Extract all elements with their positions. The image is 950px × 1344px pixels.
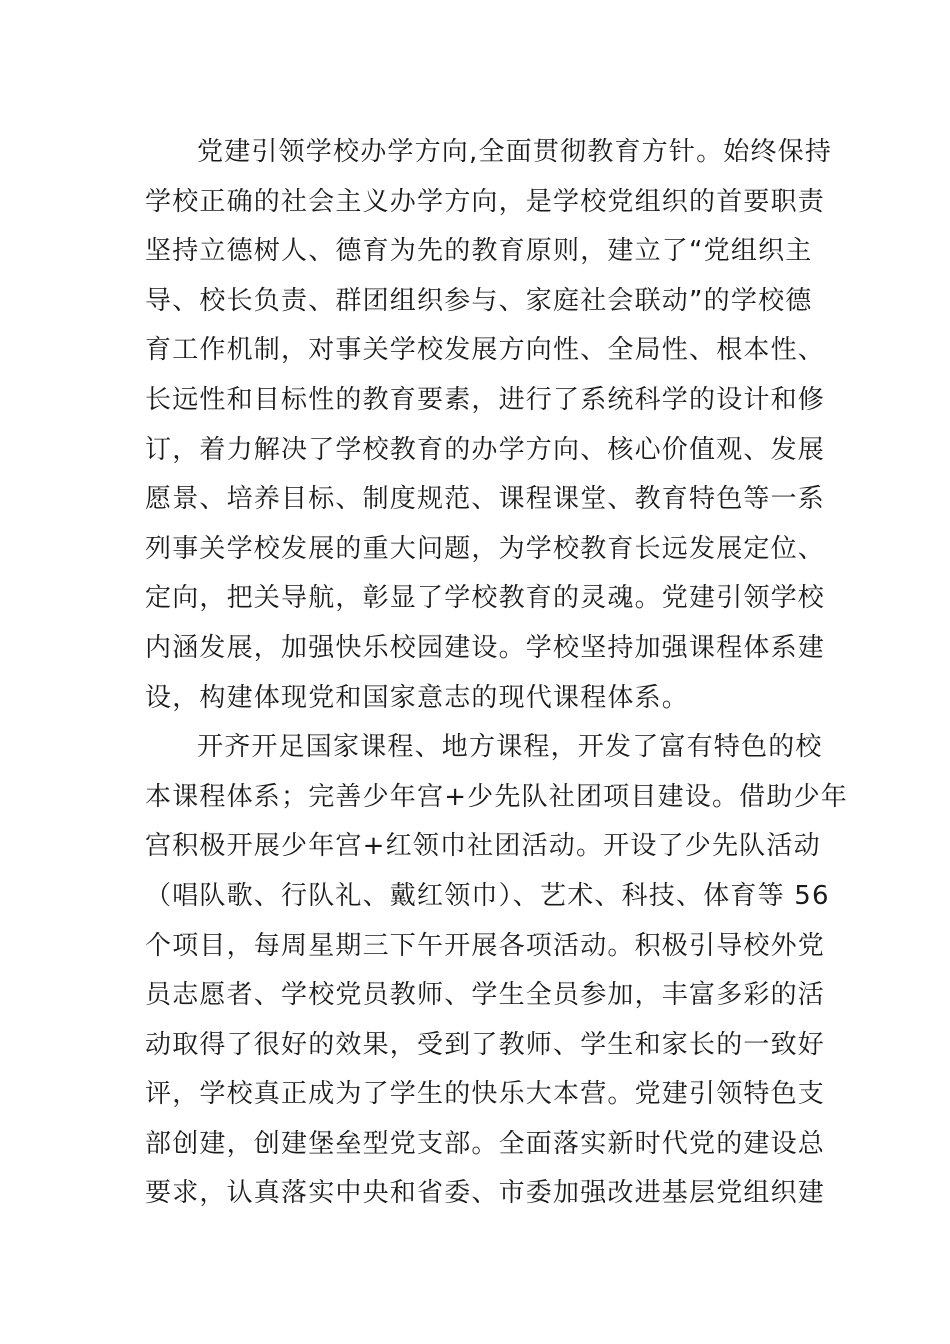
paragraph-line: 宫积极开展少年宫+红领巾社团活动。开设了少先队活动 [145,831,821,862]
paragraph-line: 导、校长负责、群团组织参与、家庭社会联动”的学校德 [145,285,813,316]
paragraph-line: 愿景、培养目标、制度规范、课程课堂、教育特色等一系 [145,484,826,515]
paragraph-line: 设，构建体现党和国家意志的现代课程体系。 [145,682,690,713]
paragraph-line: 部创建，创建堡垒型党支部。全面落实新时代党的建设总 [145,1128,826,1159]
paragraph-line: 定向，把关导航，彰显了学校教育的灵魂。党建引领学校 [145,583,826,614]
paragraph-line: 评，学校真正成为了学生的快乐大本营。党建引领特色支 [145,1079,826,1110]
paragraph-1 [145,128,833,723]
paragraph-line: 学校正确的社会主义办学方向，是学校党组织的首要职责 [145,186,826,217]
paragraph-line: （唱队歌、行队礼、戴红领巾）、艺术、科技、体育等 56 [145,880,830,911]
paragraph-line: 育工作机制，对事关学校发展方向性、全局性、根本性、 [145,335,826,366]
paragraph-line: 订，着力解决了学校教育的办学方向、核心价值观、发展 [145,434,826,465]
paragraph-line: 坚持立德树人、德育为先的教育原则，建立了“党组织主 [145,236,813,267]
paragraph-line: 要求，认真落实中央和省委、市委加强改进基层党组织建 [145,1178,826,1209]
paragraph-line: 长远性和目标性的教育要素，进行了系统科学的设计和修 [145,384,826,415]
paragraph-line: 开齐开足国家课程、地方课程，开发了富有特色的校 [197,732,823,763]
paragraph-line: 列事关学校发展的重大问题，为学校教育长远发展定位、 [145,533,826,564]
paragraph-line: 党建引领学校办学方向,全面贯彻教育方针。始终保持 [197,137,833,167]
paragraph-line: 本课程体系；完善少年宫+少先队社团项目建设。借助少年 [145,781,848,812]
paragraph-line: 个项目，每周星期三下午开展各项活动。积极引导校外党 [145,930,826,961]
paragraph-line: 员志愿者、学校党员教师、学生全员参加，丰富多彩的活 [145,980,826,1011]
paragraph-2 [145,723,848,1219]
paragraph-line: 动取得了很好的效果，受到了教师、学生和家长的一致好 [145,1029,826,1060]
paragraph-line: 内涵发展，加强快乐校园建设。学校坚持加强课程体系建 [145,632,826,663]
document-body [145,128,848,1219]
